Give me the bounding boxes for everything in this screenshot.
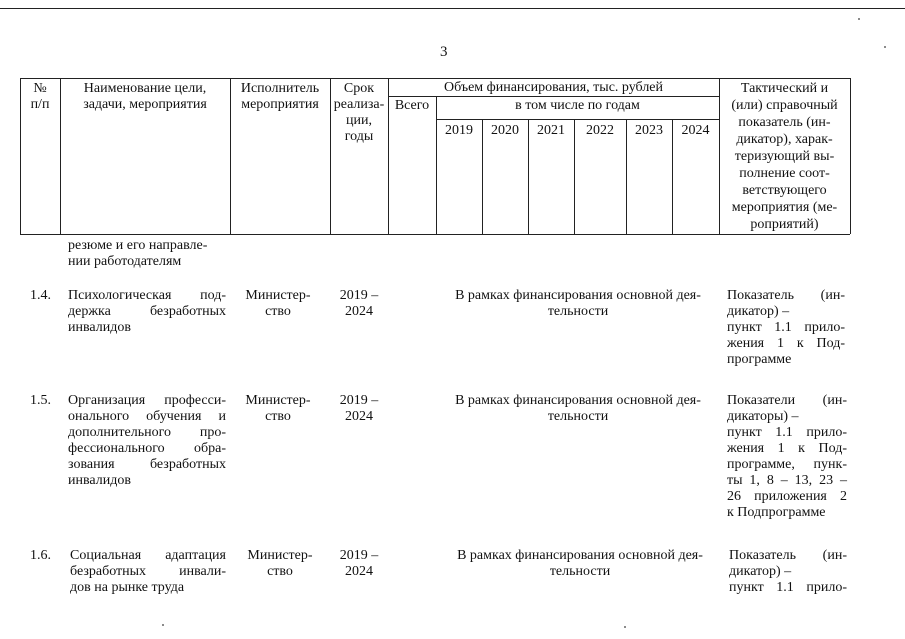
header-indicator-line: мероприятия (ме- xyxy=(731,200,838,215)
row-indicator-line: жения 1 к Под- xyxy=(727,336,845,351)
scan-speck xyxy=(162,624,164,626)
row-executor-line: Министер- xyxy=(247,548,313,563)
row-indicator-line: Показатель (ин- xyxy=(727,288,845,303)
funding-subheader-border xyxy=(388,96,719,97)
header-period-line: ции, xyxy=(346,113,372,128)
row-name-line: дов на рынке труда xyxy=(70,580,185,595)
row-funding xyxy=(442,548,718,580)
continued-text xyxy=(68,238,228,270)
scan-speck xyxy=(624,626,626,628)
row-executor-line: ство xyxy=(267,564,293,579)
row-period-line: 2019 – xyxy=(339,548,379,563)
header-indicator-line: (или) справочный xyxy=(731,98,838,113)
header-indicator-line: дикатор), харак- xyxy=(736,132,833,147)
row-indicator-line: Показатели (ин- xyxy=(727,393,847,408)
header-indicator-line: роприятий) xyxy=(750,217,819,232)
header-name-line: задачи, мероприятия xyxy=(83,97,207,112)
header-period-line: годы xyxy=(344,129,374,144)
header-indicator-line: показатель (ин- xyxy=(738,115,831,130)
row-period-line: 2019 – xyxy=(339,288,379,303)
header-name xyxy=(60,81,230,113)
row-funding-line: В рамках финансирования основной дея- xyxy=(457,548,703,563)
header-indicator-line: полнение соот- xyxy=(739,166,830,181)
row-indicator-line: к Подпрограмме xyxy=(727,505,826,520)
row-executor xyxy=(236,393,320,425)
header-funding: Объем финансирования, тыс. рублей xyxy=(443,80,664,95)
header-indicator-line: теризующий вы- xyxy=(734,149,835,164)
header-executor xyxy=(230,81,330,113)
header-executor-line: мероприятия xyxy=(241,97,319,112)
continued-text-line: резюме и его направле- xyxy=(68,238,208,253)
row-period-line: 2024 xyxy=(345,409,373,424)
row-indicator xyxy=(727,288,845,368)
row-number: 1.4. xyxy=(30,288,51,303)
page-number: 3 xyxy=(440,44,448,60)
row-indicator-line: программе, пунк- xyxy=(727,457,847,472)
row-name-line: онального обучения и xyxy=(68,409,226,424)
scan-speck xyxy=(884,46,886,48)
row-name-line: Социальная адаптация xyxy=(70,548,226,563)
row-name-line: Психологическая под- xyxy=(68,288,226,303)
row-name-line: держка безработных xyxy=(68,304,226,319)
header-indicator xyxy=(719,80,850,233)
row-indicator-line: жения 1 к Под- xyxy=(727,441,847,456)
row-executor-line: Министер- xyxy=(245,393,311,408)
header-number-line: п/п xyxy=(30,97,50,112)
row-executor-line: Министер- xyxy=(245,288,311,303)
header-period xyxy=(330,81,388,145)
header-total: Всего xyxy=(394,98,430,113)
row-indicator-line: дикатор) – xyxy=(727,304,790,319)
header-number-line: № xyxy=(33,81,47,96)
row-funding xyxy=(440,288,716,320)
years-subheader-border xyxy=(436,119,719,120)
row-name-line: инвалидов xyxy=(68,320,131,335)
row-executor-line: ство xyxy=(265,304,291,319)
row-indicator-line: дикаторы) – xyxy=(727,409,799,424)
grid-vline xyxy=(436,96,437,234)
row-period-line: 2024 xyxy=(345,304,373,319)
row-name-line: Организация професси- xyxy=(68,393,226,408)
row-period-line: 2024 xyxy=(345,564,373,579)
row-indicator-line: дикатор) – xyxy=(729,564,792,579)
row-indicator-line: Показатель (ин- xyxy=(729,548,847,563)
row-funding xyxy=(440,393,716,425)
row-indicator-line: пункт 1.1 прило- xyxy=(727,425,847,440)
row-name xyxy=(70,548,226,596)
row-indicator-line: пункт 1.1 прило- xyxy=(727,320,845,335)
row-executor xyxy=(238,548,322,580)
header-year: 2020 xyxy=(491,123,519,138)
row-indicator-line: программе xyxy=(727,352,792,367)
row-name-line: инвалидов xyxy=(68,473,131,488)
row-period xyxy=(330,548,388,580)
row-period-line: 2019 – xyxy=(339,393,379,408)
row-name-line: фессионального обра- xyxy=(68,441,226,456)
row-period xyxy=(330,393,388,425)
row-name-line: дополнительного про- xyxy=(68,425,226,440)
header-period-line: реализа- xyxy=(333,97,385,112)
row-name-line: безработных инвали- xyxy=(70,564,226,579)
row-name xyxy=(68,393,226,489)
header-number xyxy=(20,81,60,113)
row-indicator-line: ты 1, 8 – 13, 23 – xyxy=(727,473,847,488)
header-indicator-line: Тактический и xyxy=(740,81,829,96)
row-name xyxy=(68,288,226,336)
header-executor-line: Исполнитель xyxy=(240,81,320,96)
header-year: 2021 xyxy=(537,123,565,138)
header-year: 2023 xyxy=(635,123,663,138)
header-bottom-border xyxy=(20,234,850,235)
row-indicator-line: 26 приложения 2 xyxy=(727,489,847,504)
row-indicator xyxy=(729,548,847,596)
row-indicator-line: пункт 1.1 прило- xyxy=(729,580,847,595)
grid-vline xyxy=(850,78,851,234)
row-funding-line: В рамках финансирования основной дея- xyxy=(455,288,701,303)
row-executor-line: ство xyxy=(265,409,291,424)
header-period-line: Срок xyxy=(343,81,375,96)
row-number: 1.5. xyxy=(30,393,51,408)
row-number: 1.6. xyxy=(30,548,51,563)
row-funding-line: тельности xyxy=(547,304,609,319)
header-top-border xyxy=(20,78,850,79)
row-funding-line: тельности xyxy=(547,409,609,424)
row-indicator xyxy=(727,393,847,521)
header-year: 2024 xyxy=(681,123,710,138)
header-year: 2022 xyxy=(586,123,614,138)
header-by-years: в том числе по годам xyxy=(515,98,640,113)
row-name-line: зования безработных xyxy=(68,457,226,472)
header-name-line: Наименование цели, xyxy=(83,81,207,96)
scan-top-rule xyxy=(0,8,905,9)
header-indicator-line: ветствующего xyxy=(742,183,827,198)
row-funding-line: В рамках финансирования основной дея- xyxy=(455,393,701,408)
row-executor xyxy=(236,288,320,320)
continued-text-line: нии работодателям xyxy=(68,254,182,269)
header-year: 2019 xyxy=(445,123,473,138)
scan-speck xyxy=(858,18,860,20)
row-funding-line: тельности xyxy=(549,564,611,579)
row-period xyxy=(330,288,388,320)
